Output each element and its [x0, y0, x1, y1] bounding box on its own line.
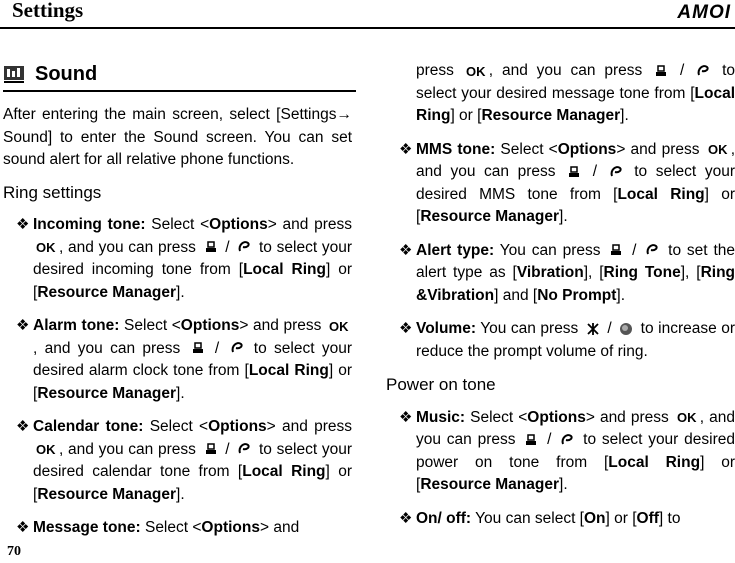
nav-up-key-icon: [203, 441, 219, 457]
diamond-bullet-icon: ❖: [16, 317, 30, 334]
header-rule: [0, 27, 735, 29]
diamond-bullet-icon: ❖: [399, 140, 413, 158]
nav-down-key-icon: [695, 63, 711, 79]
diamond-bullet-icon: ❖: [399, 408, 413, 426]
power-on-tone-heading: Power on tone: [386, 375, 496, 394]
nav-up-key-icon: [566, 164, 582, 180]
nav-up-key-icon: [653, 63, 669, 79]
nav-down-key-icon: [236, 239, 252, 255]
ok-key-icon: [35, 240, 57, 254]
incoming-tone-item: ❖ Incoming tone: Select <Options> and press , and you can press / to select your desired incoming tone from [Local Ring] or [Resource Manager].: [16, 216, 352, 301]
diamond-bullet-icon: ❖: [399, 509, 413, 527]
sound-section-icon: [3, 64, 25, 84]
nav-down-key-icon: [644, 242, 660, 258]
ok-key-icon: [328, 319, 350, 333]
ok-key-icon: [465, 64, 487, 78]
intro-paragraph: After entering the main screen, select [Settings→ Sound] to enter the Sound screen. You can set sound alert for all relative phone functions.: [3, 106, 352, 168]
on-off-item: ❖ On/ off: You can select [On] or [Off] to: [386, 508, 735, 531]
right-column: [386, 60, 735, 541]
nav-down-key-icon: [229, 340, 245, 356]
alarm-tone-item: ❖ Alarm tone: Select <Options> and press , and you can press / to select your desired alarm clock tone from [Local Ring] or [Resource Manager].: [16, 317, 352, 402]
header-title: Settings: [12, 0, 84, 22]
ok-key-icon: [35, 442, 57, 456]
nav-up-key-icon: [203, 239, 219, 255]
diamond-bullet-icon: ❖: [16, 519, 30, 536]
diamond-bullet-icon: ❖: [399, 241, 413, 259]
side-key-down-icon: [618, 321, 634, 337]
nav-down-key-icon: [236, 441, 252, 457]
volume-item: ❖ Volume: You can press / to increase or reduce the prompt volume of ring.: [399, 320, 735, 360]
ring-settings-heading: Ring settings: [3, 182, 102, 202]
diamond-bullet-icon: ❖: [399, 320, 413, 337]
alert-type-item: ❖ Alert type: You can press / to set the alert type as [Vibration], [Ring Tone], [Ring &Vibration] and [No Prompt].: [399, 241, 735, 304]
page-number: 70: [7, 544, 21, 559]
amoi-logo: AMOI: [677, 2, 731, 23]
mms-tone-item: ❖ MMS tone: Select <Options> and press , and you can press / to select your desired MMS tone from [Local Ring] or [Resource Manager].: [399, 140, 735, 225]
diamond-bullet-icon: ❖: [16, 216, 30, 233]
nav-up-key-icon: [523, 432, 539, 448]
left-column: [3, 60, 352, 551]
nav-up-key-icon: [190, 340, 206, 356]
ok-key-icon: [676, 410, 698, 424]
ok-key-icon: [707, 142, 729, 156]
nav-down-key-icon: [559, 432, 575, 448]
section-heading: [3, 60, 352, 88]
section-rule: [3, 90, 356, 92]
section-title: Sound: [35, 62, 98, 85]
message-tone-continued: press , and you can press / to select your desired message tone from [Local Ring] or [Resource Manager].: [416, 62, 735, 124]
message-tone-item: ❖ Message tone: Select <Options> and: [3, 517, 352, 540]
side-key-up-icon: [585, 321, 601, 337]
nav-up-key-icon: [608, 242, 624, 258]
diamond-bullet-icon: ❖: [16, 418, 30, 435]
music-item: ❖ Music: Select <Options> and press , and you can press / to select your desired power on tone from [Local Ring] or [Resource Manager].: [399, 408, 735, 493]
calendar-tone-item: ❖ Calendar tone: Select <Options> and press , and you can press / to select your desired calendar tone from [Local Ring] or [Resource Manager].: [16, 418, 352, 503]
nav-down-key-icon: [608, 164, 624, 180]
